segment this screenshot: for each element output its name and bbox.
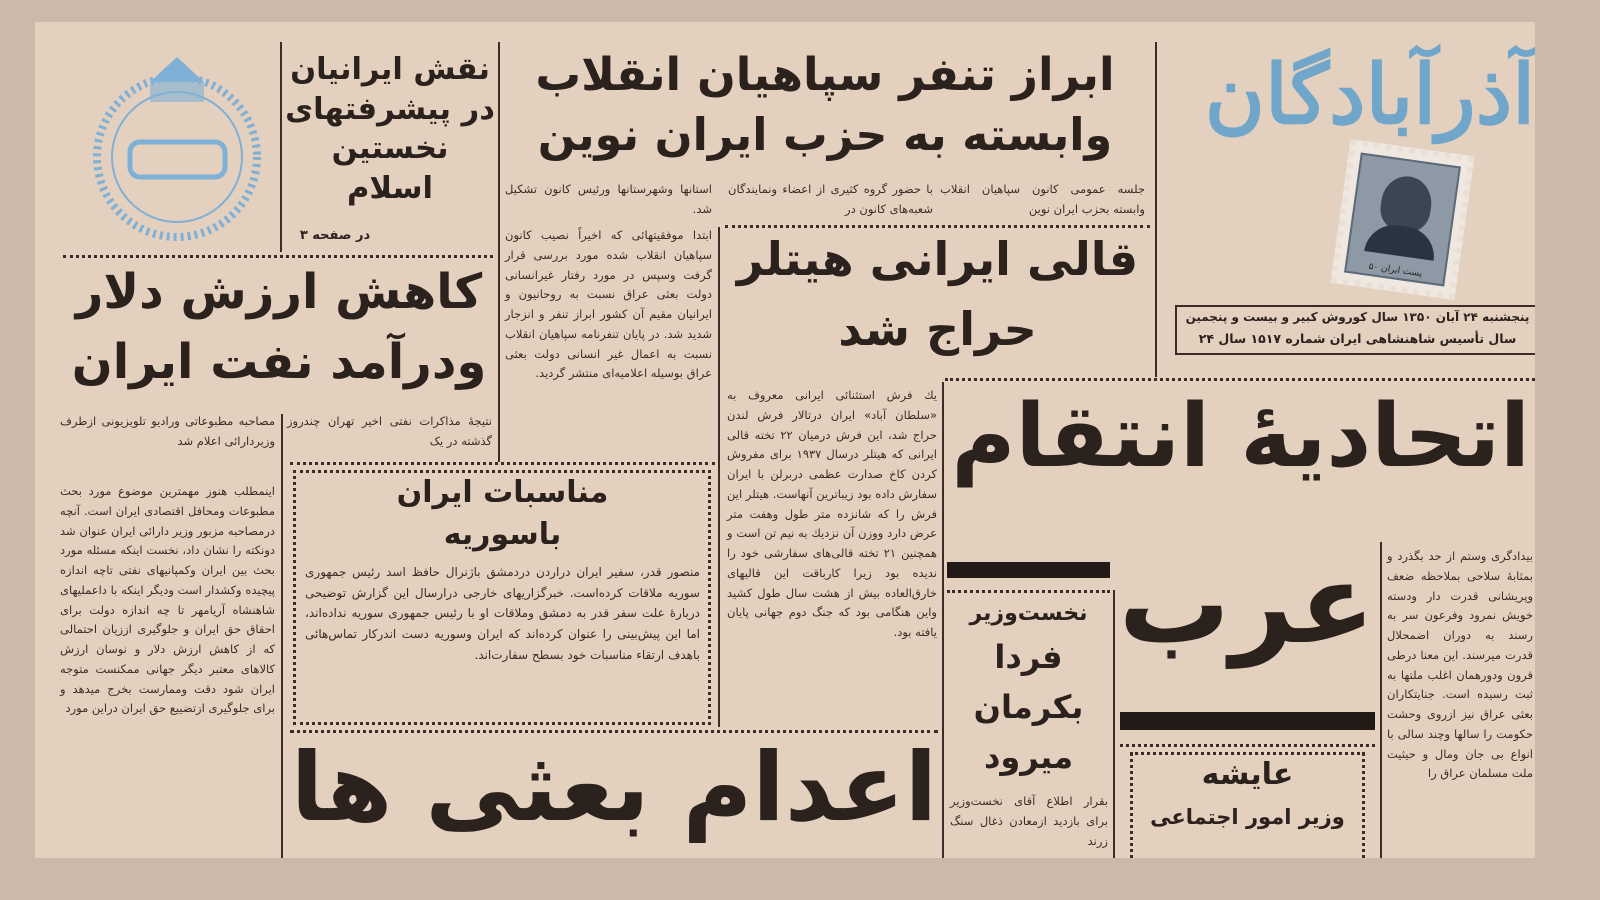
- headline-sepah-2: وابسته به حزب ایران نوین: [537, 110, 1113, 161]
- headline-pm-4: میرود: [983, 738, 1074, 776]
- headline-dollar-1: کاهش ارزش دلار: [75, 264, 483, 320]
- headline-pm-3: بکرمان: [973, 688, 1084, 726]
- carpet-body: یك فرش استثنائی ایرانی معروف به «سلطان آباد» ایران درتالار فرش لندن حراج شد، این فرش درمیان ۲۲ تخته قالی ایرانی که هیتلر درسال ۱۹۳۷ برای مفروش کردن کاخ صدارت عظمی دربرلن با ایران سفارش داده بود زیباترین آنهاست. هیتلر این فرش را که شانزده متر طول وهفت متر عرض دارد ووزن آن نزدیك به نیم تن است و همچنین ۲۱ تخته قالی‌های سفارشی خود را ندیده بود زیرا کارباقت این قالیهای خارق‌العاده بیش از هشت سال طول کشید واین هنگامی بود که جنگ دوم جهانی پایان یافته بود.: [727, 388, 938, 640]
- headline-ayesha-2: وزیر امور اجتماعی: [1150, 805, 1345, 829]
- headline-islam: نقش ایرانیان در پیشرفتهای نخستین اسلام: [285, 52, 495, 206]
- sepah-col-2: با حضور گروه کثیری از اعضاء ونمایندگان شعبه‌های کانون در: [728, 182, 933, 216]
- syria-body: منصور قدر، سفیر ایران دراردن دردمشق باژنرال حافظ اسد رئیس جمهوری سوریه ملاقات کرده‌است. خبرگزاریهای خارجی درارسال این گزارش توضیحی دربارهٔ علت سفر قدر به دمشق وملاقات او با رئیس جمهوری سوریه نداده‌اند، اما این پیش‌بینی را عنوان کرده‌اند که ایران وسوریه دست اندرکار تماس‌هائی باهدف ارتقاء مناسبات خود بسطح سفارت‌اند.: [305, 565, 700, 662]
- headline-carpet-2: حراج شد: [838, 302, 1037, 356]
- black-bar: [947, 562, 1110, 578]
- pm-body: بقرار اطلاع آقای نخست‌وزیر برای بازدید ازمعادن ذغال سنگ زرند: [950, 794, 1108, 848]
- black-bar: [1120, 712, 1375, 730]
- headline-ayesha-1: عایشه: [1201, 757, 1294, 792]
- sepah-col-4: ابتدا موفقیتهائی که اخیراً نصیب کانون سپاهیان انقلاب شده مورد بررسی قرار گرفت وسپس در مورد رفتار غیرانسانی دولت بعثی عراق نسبت به روحانیون و ایرانیان مقیم آن کشور ابراز تنفر و انزجار شدید شد. در پایان تنفرنامه سپاهیان انقلاب نسبت به اعمال غیر انسانی دولت بعثی عراق بوسیله اعلامیه‌ای منتشر گردید.: [505, 228, 712, 381]
- date-line: پنجشنبه ۲۴ آبان ۱۳۵۰ سال کوروش کبیر و بیست و پنجمین: [1185, 310, 1530, 324]
- dollar-lead-left: نتیجهٔ مذاکرات نفتی اخیر تهران چندروز گذشته در یک: [287, 414, 492, 448]
- headline-arab-2: عرب: [1118, 540, 1375, 669]
- headline-pm-2: فردا: [994, 638, 1063, 676]
- issue-line: سال تأسیس شاهنشاهی ایران شماره ۱۵۱۷ سال ۲۴: [1198, 331, 1517, 346]
- headline-pm-1: نخست‌وزیر: [969, 601, 1088, 626]
- dollar-lead-right: مصاحبه مطبوعاتی ورادیو تلویزیونی ازطرف وزیردارائی اعلام شد: [60, 414, 275, 448]
- headline-syria-2: باسوریه: [443, 517, 562, 552]
- sepah-col-1: جلسه عمومی کانون سپاهیان انقلاب وابسته بحزب ایران نوین: [940, 182, 1145, 216]
- emblem-seal-icon: [80, 47, 275, 242]
- headline-carpet-1: قالی ایرانی هیتلر: [736, 232, 1139, 286]
- headline-arab-1: اتحادیهٔ انتقام: [951, 385, 1530, 487]
- stamp-text: پست ایران ۵۰: [1367, 261, 1423, 280]
- postage-stamp: [1331, 139, 1475, 300]
- headline-execution: اعدام بعثی ها: [290, 733, 938, 843]
- sepah-col-3: استانها وشهرستانها ورئیس کانون تشکیل شد.: [505, 182, 712, 216]
- page-reference: در صفحه ۳: [299, 228, 371, 243]
- dollar-body: اینمطلب هنوز مهمترین موضوع مورد بحث مطبوعات ومحافل اقتصادی ایران است. آنچه درمصاحبه مزبور وزیر دارائی ایران عنوان شد دونکته را نشان داد، نخست اینکه مسئله مورد بحث بین ایران وکمپانیهای نفتی تاچه اندازه پیچیده وکشدار است ودیگر اینکه با داعملیهای شاهنشاه آریامهر تا چه اندازه دولت برای احقاق حق ایران و جلوگیری اززیان احتمالی که از کاهش ارزش دلار و نوسان ارزش کالاهای معتبر دیگر جهانی ممکنست متوجه ایران شود دقت وممارست بخرج میدهد و برای جلوگیری ازتضییع حق ایران دراین مورد: [60, 484, 275, 716]
- newspaper-page: [35, 22, 1535, 858]
- headline-dollar-2: ودرآمد نفت ایران: [71, 334, 487, 390]
- right-column-body: بیدادگری وستم از حد بگذرد و بمثابهٔ سلاحی بملاحظه ضعف وپریشانی قدرت دار ودسته خویش نمرود وفرعون سر به رسند به دوران اضمحلال قدرت میرسند. این معنا درطی قرون ودورهمان اغلب ملتها به ثبت رسیده است. جنایتکاران بعثی عراق نیز ازروی وحشت حکومت را سالها وچند سالی با انواع بی جان ومال و حیثیت ملت مسلمان عراق را: [1387, 549, 1533, 781]
- headline-syria-1: مناسبات ایران: [396, 475, 609, 510]
- masthead-title: آذرآبادگان: [1204, 47, 1535, 143]
- headline-sepah-1: ابراز تنفر سپاهیان انقلاب: [535, 48, 1115, 101]
